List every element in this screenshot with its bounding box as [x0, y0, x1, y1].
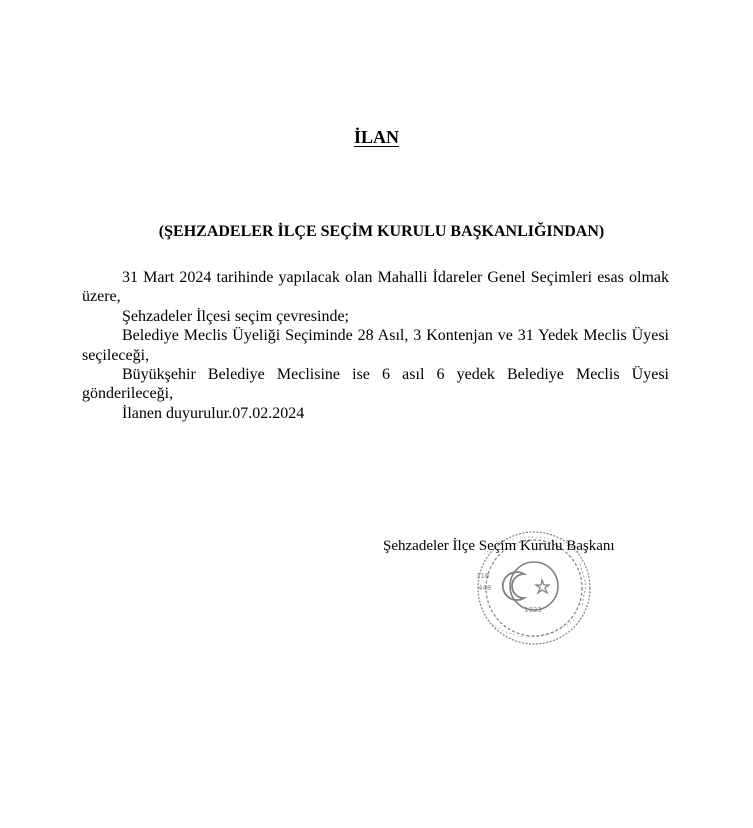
signature-line: Şehzadeler İlçe Seçim Kurulu Başkanı — [383, 538, 615, 554]
svg-text:448: 448 — [478, 584, 492, 592]
paragraph-constituency: Şehzadeler İlçesi seçim çevresinde; — [122, 307, 349, 325]
paragraph-election-intro: 31 Mart 2024 tarihinde yapılacak olan Mahalli İdareler Genel Seçimleri esas olmak üzere, — [82, 269, 669, 306]
svg-text:1923: 1923 — [524, 606, 542, 614]
document-body — [82, 268, 669, 423]
document-heading: (ŞEHZADELER İLÇE SEÇİM KURULU BAŞKANLIĞINDAN) — [158, 223, 605, 240]
paragraph-council-members: Belediye Meclis Üyeliği Seçiminde 28 Asıl, 3 Kontenjan ve 31 Yedek Meclis Üyesi seçileceği, — [82, 327, 669, 364]
document-title: İLAN — [353, 127, 399, 147]
paragraph-metropolitan-council: Büyükşehir Belediye Meclisine ise 6 asıl 6 yedek Belediye Meclis Üyesi gönderileceği, — [82, 366, 669, 403]
svg-text:316: 316 — [476, 572, 490, 580]
paragraph-announcement-date: İlanen duyurulur.07.02.2024 — [122, 404, 305, 422]
